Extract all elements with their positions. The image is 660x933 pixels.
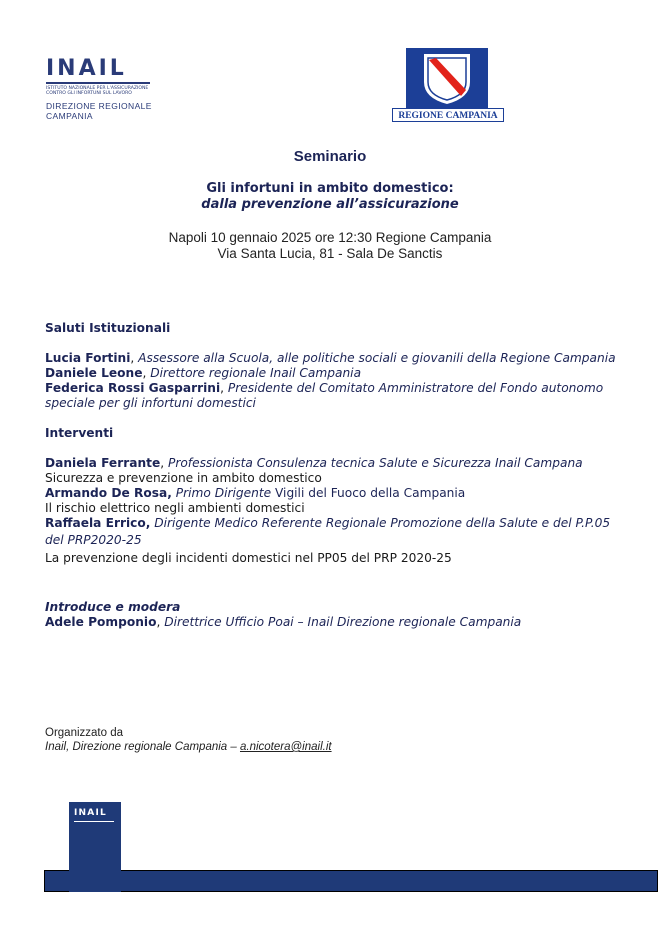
inail-logo [46, 58, 156, 128]
speaker-name: Daniela Ferrante [45, 456, 161, 470]
speaker-name: Daniele Leone [45, 366, 143, 380]
speaker-role-continued: speciale per gli infortuni domestici [45, 396, 256, 410]
speaker-role: Professionista Consulenza tecnica Salute e Sicurezza Inail Campana [167, 456, 583, 470]
seminar-subtitle-line-1: Gli infortuni in ambito domestico: [206, 181, 454, 196]
inail-logo-rule [46, 82, 150, 84]
seminar-subtitle-line-2: dalla prevenzione all’assicurazione [201, 197, 459, 212]
organizer-line [45, 741, 332, 753]
footer-bar [44, 870, 658, 892]
moderator-heading: Introduce e modera [45, 600, 181, 614]
speaker-role: Primo Dirigente [175, 486, 272, 500]
moderator-item: Adele Pomponio, Direttrice Ufficio Poai – Inail Direzione regionale Campania [45, 615, 522, 629]
organizer-email-link[interactable]: a.nicotera@inail.it [239, 741, 332, 753]
interventi-item [45, 516, 610, 531]
speaker-name: Raffaela Errico, [45, 516, 151, 530]
seminar-address: Via Santa Lucia, 81 - Sala De Sanctis [217, 246, 443, 261]
regione-campania-logo [392, 48, 504, 132]
seminar-date-place: Napoli 10 gennaio 2025 ore 12:30 Regione Campania [168, 230, 492, 245]
organizer-name: Inail, Direzione regionale Campania – [45, 741, 237, 753]
saluti-item: Federica Rossi Gasparrini, Presidente del Comitato Amministratore del Fondo autonomo [45, 381, 604, 395]
speaker-name: Federica Rossi Gasparrini [45, 381, 221, 395]
interventi-heading: Interventi [45, 426, 114, 440]
speaker-role-continued: del PRP2020-25 [45, 533, 142, 547]
speaker-name: Armando De Rosa, [45, 486, 172, 500]
inail-direction-line-1: DIREZIONE REGIONALE [46, 101, 152, 111]
inail-logo-word: INAIL [46, 56, 127, 81]
talk-topic: Sicurezza e prevenzione in ambito domestico [45, 471, 322, 485]
speaker-role: Direttore regionale Inail Campania [150, 366, 362, 380]
regione-campania-label: REGIONE CAMPANIA [392, 108, 504, 122]
speaker-name: Lucia Fortini [45, 351, 131, 365]
organizer-label: Organizzato da [45, 727, 123, 739]
regione-campania-shield-icon [406, 48, 488, 108]
inail-logo-subtitle-2: CONTRO GLI INFORTUNI SUL LAVORO [46, 91, 132, 96]
inail-logo-subtitle-1: ISTITUTO NAZIONALE PER L'ASSICURAZIONE [46, 86, 149, 91]
speaker-role: Assessore alla Scuola, alle politiche sociali e giovanili della Regione Campania [138, 351, 616, 365]
talk-topic: La prevenzione degli incidenti domestici nel PP05 del PRP 2020-25 [45, 551, 452, 565]
speaker-role-rest: Vigili del Fuoco della Campania [274, 486, 466, 500]
moderator-role: Direttrice Ufficio Poai – Inail Direzione regionale Campania [164, 615, 522, 629]
seminar-title: Seminario [293, 148, 367, 165]
footer-inail-rule [74, 821, 114, 822]
footer-inail-logo [69, 802, 121, 892]
inail-direction-line-2: CAMPANIA [46, 111, 93, 121]
interventi-item: Daniela Ferrante, Professionista Consulenza tecnica Salute e Sicurezza Inail Campana [45, 456, 583, 470]
saluti-item: Lucia Fortini, Assessore alla Scuola, alle politiche sociali e giovanili della Regione Campania [45, 351, 616, 365]
talk-topic: Il rischio elettrico negli ambienti domestici [45, 501, 305, 515]
moderator-name: Adele Pomponio [45, 615, 157, 629]
speaker-role: Presidente del Comitato Amministratore del Fondo autonomo [227, 381, 604, 395]
saluti-heading: Saluti Istituzionali [45, 321, 171, 335]
footer-inail-word: INAIL [74, 808, 107, 818]
speaker-role: Dirigente Medico Referente Regionale Promozione della Salute e del P.P.05 [154, 516, 611, 530]
saluti-item: Daniele Leone, Direttore regionale Inail Campania [45, 366, 362, 380]
interventi-item [45, 486, 465, 501]
